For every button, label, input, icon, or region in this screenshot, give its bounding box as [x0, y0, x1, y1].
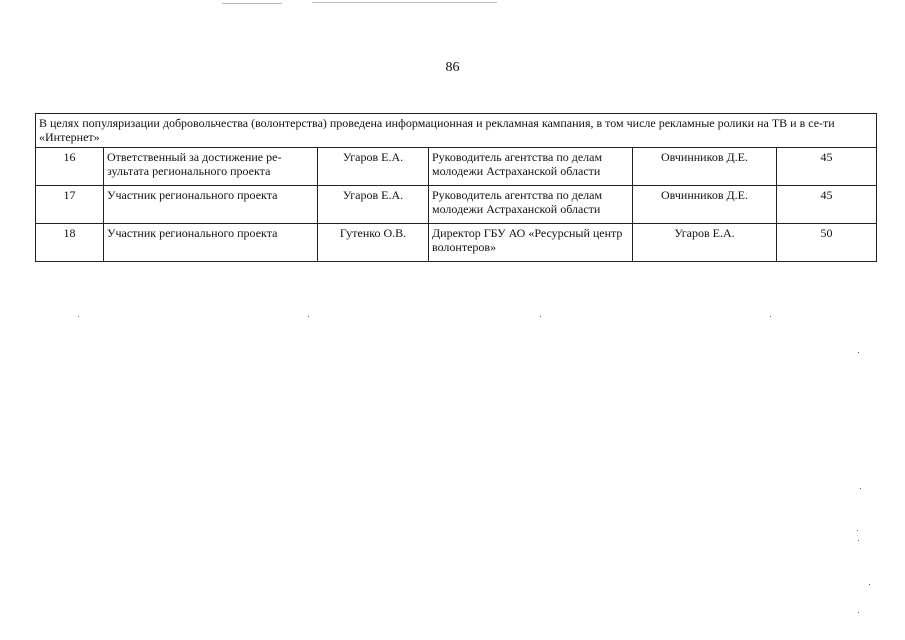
row-supervisor: Угаров Е.А.: [633, 224, 777, 262]
scan-speck: [540, 316, 541, 317]
scan-speck: [308, 316, 309, 317]
row-supervisor: Овчинников Д.Е.: [633, 148, 777, 186]
row-position: Директор ГБУ АО «Ресурсный центр волонтеров»: [429, 224, 633, 262]
table-row: [36, 224, 877, 262]
table-section-header-row: [36, 114, 877, 148]
scan-artifact-line: [222, 3, 282, 4]
row-person: Угаров Е.А.: [318, 148, 429, 186]
scan-speck: [858, 540, 859, 541]
section-header: В целях популяризации добровольчества (волонтерства) проведена информационная и рекламная кампания, в том числе рекламные ролики на ТВ и в се-ти «Интернет»: [36, 114, 877, 148]
row-value: 45: [777, 186, 877, 224]
row-value: 45: [777, 148, 877, 186]
table-row: [36, 148, 877, 186]
row-role: Участник регионального проекта: [104, 186, 318, 224]
scan-speck: [860, 488, 861, 489]
row-value: 50: [777, 224, 877, 262]
scan-artifact-line: [312, 2, 497, 3]
row-number: 17: [36, 186, 104, 224]
row-role: Участник регионального проекта: [104, 224, 318, 262]
scan-speck: [869, 584, 870, 585]
scan-speck: [858, 352, 859, 353]
row-supervisor: Овчинников Д.Е.: [633, 186, 777, 224]
scan-speck: [857, 530, 858, 531]
document-table: [35, 113, 877, 262]
row-role: Ответственный за достижение ре-зультата регионального проекта: [104, 148, 318, 186]
table-row: [36, 186, 877, 224]
page-number: 86: [445, 60, 460, 75]
row-person: Гутенко О.В.: [318, 224, 429, 262]
scan-speck: [78, 316, 79, 317]
row-person: Угаров Е.А.: [318, 186, 429, 224]
scan-speck: [858, 612, 859, 613]
row-position: Руководитель агентства по делам молодежи Астраханской области: [429, 148, 633, 186]
row-number: 16: [36, 148, 104, 186]
scan-speck: [770, 316, 771, 317]
row-number: 18: [36, 224, 104, 262]
row-position: Руководитель агентства по делам молодежи Астраханской области: [429, 186, 633, 224]
